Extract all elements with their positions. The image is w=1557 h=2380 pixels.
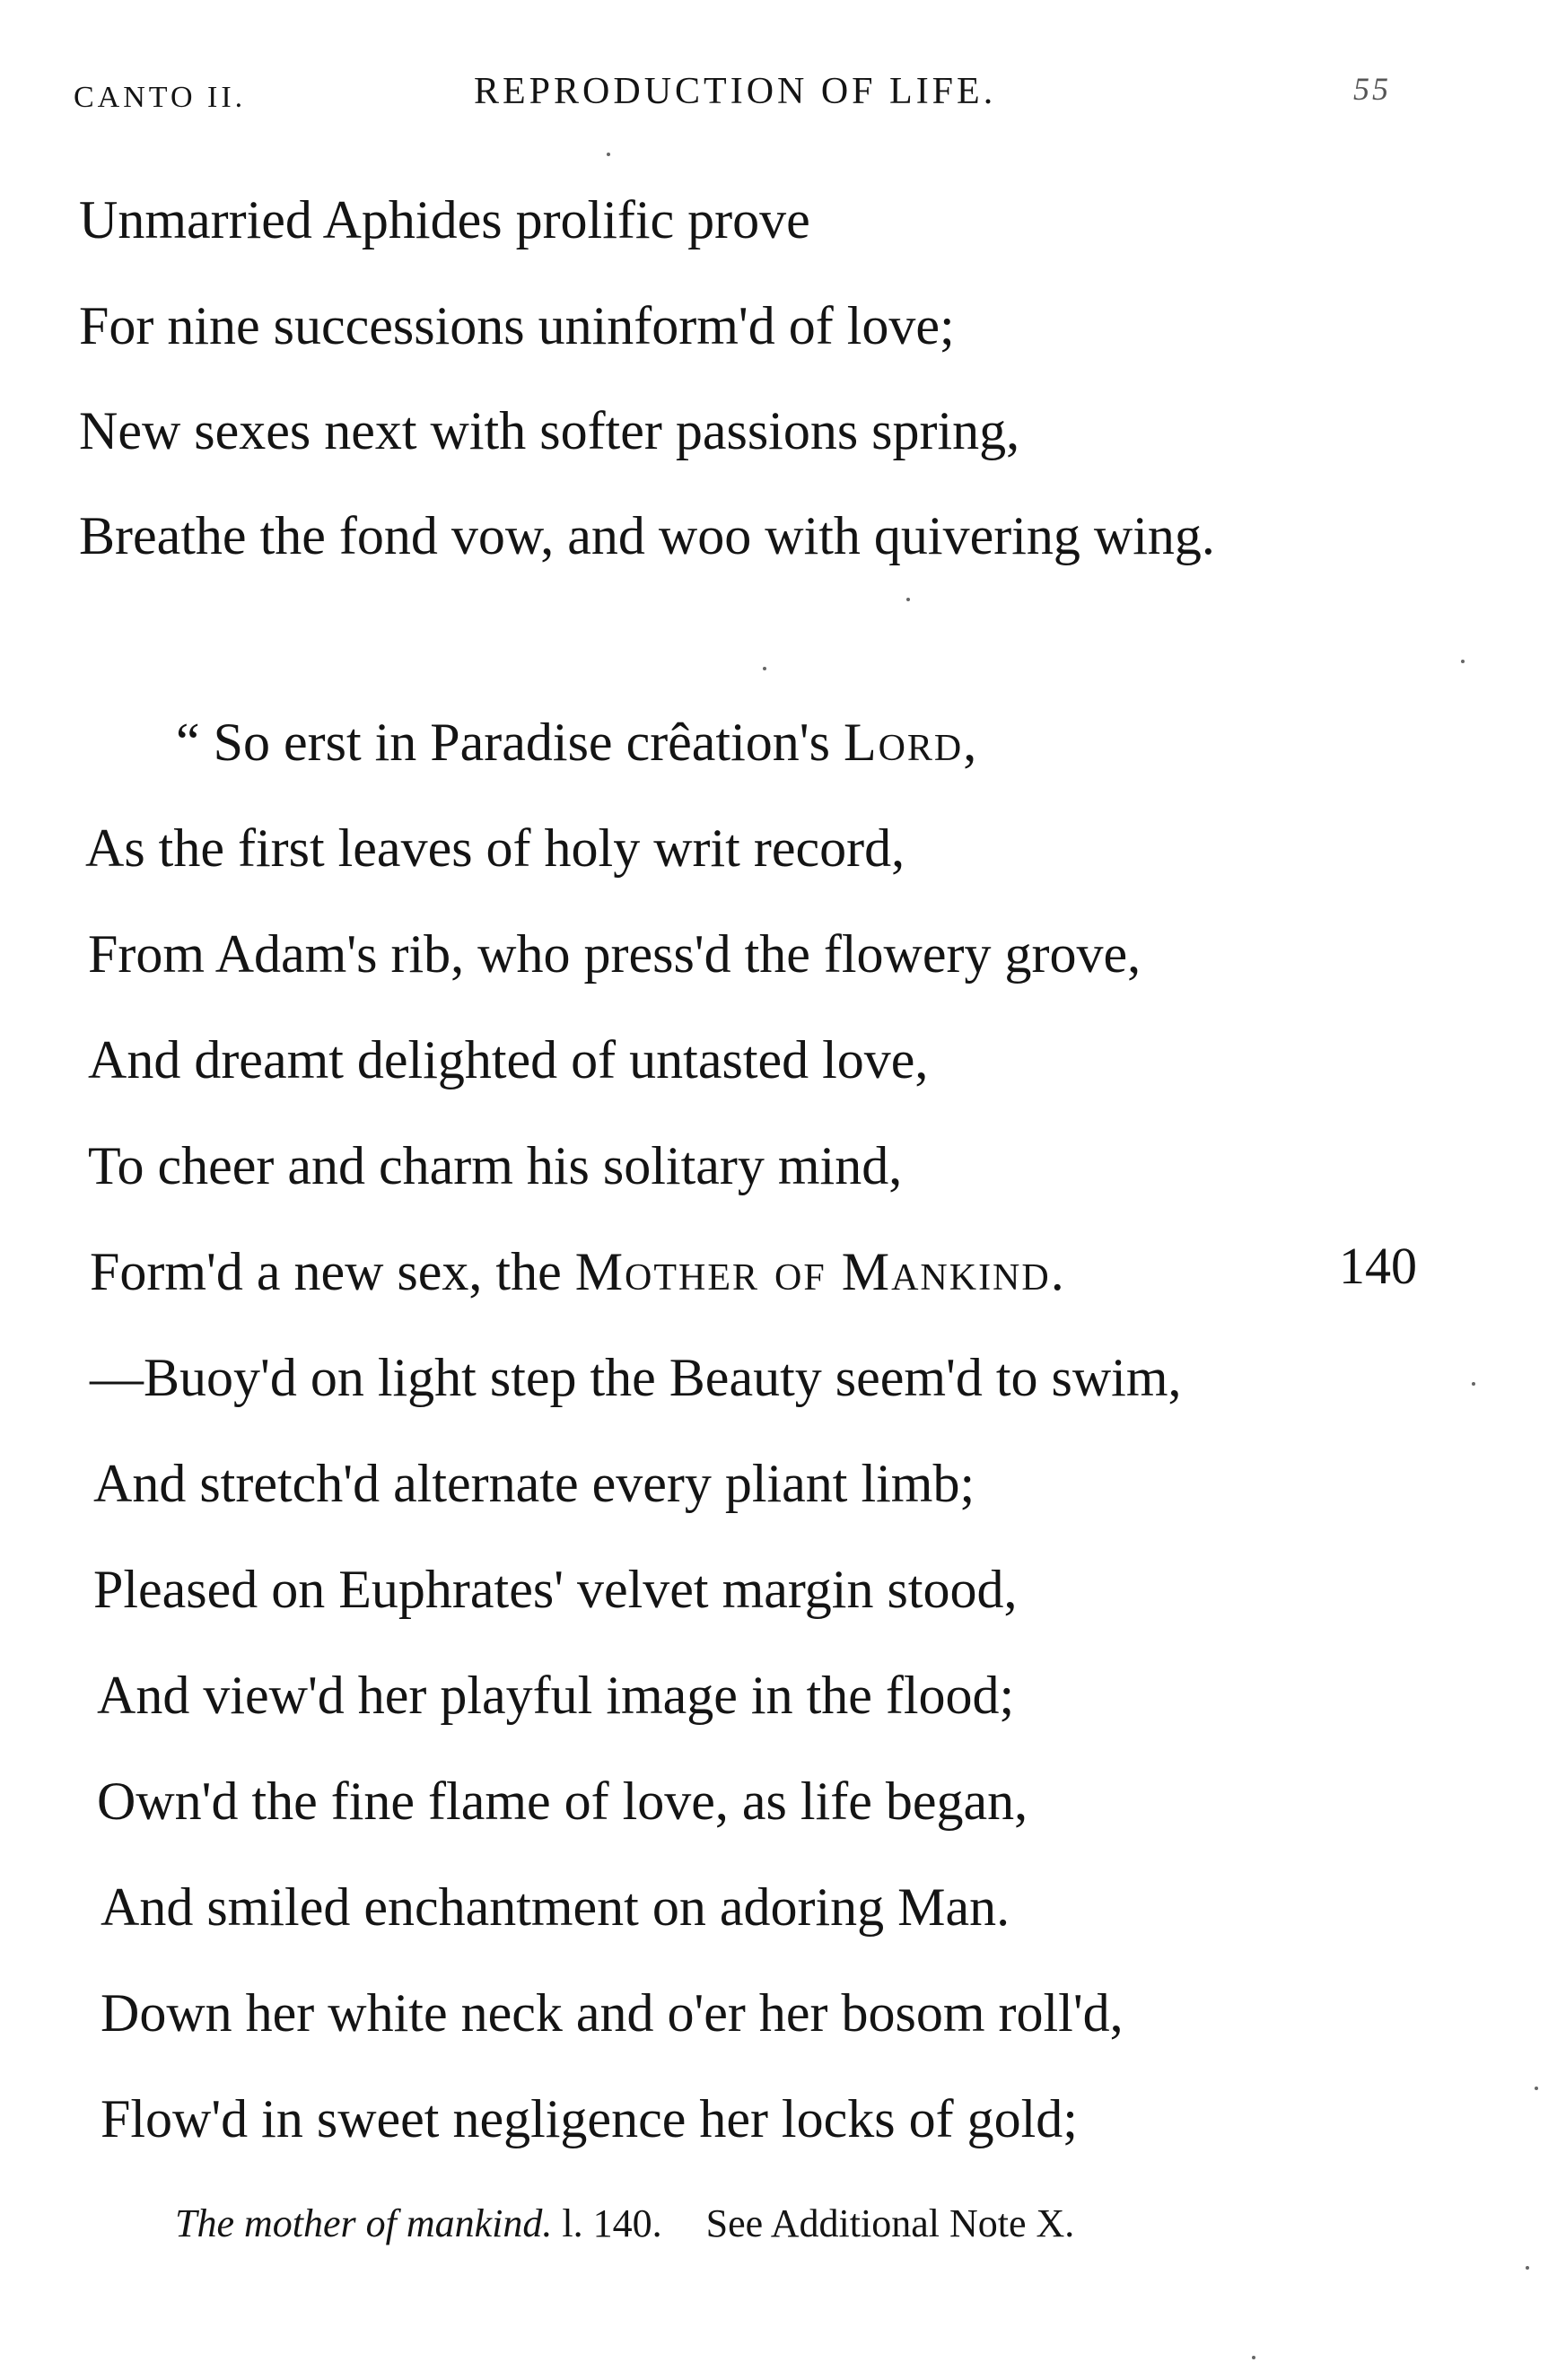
scan-speck (906, 598, 910, 601)
footnote-title: The mother of mankind. (175, 2201, 553, 2245)
verse-line: —Buoy'd on light step the Beauty seem'd to swim, (90, 1348, 1182, 1407)
running-head (0, 70, 1557, 124)
verse-line: From Adam's rib, who press'd the flowery grove, (88, 924, 1142, 984)
verse-line: New sexes next with softer passions spring, (79, 401, 1020, 460)
line-number: 140 (1339, 1237, 1417, 1295)
verse-punct: , (963, 713, 977, 772)
footnote-line-ref: l. 140. (562, 2201, 662, 2245)
verse-line-mother (90, 1242, 1064, 1301)
verse-line: Breathe the fond vow, and woo with quivering wing. (79, 506, 1215, 565)
running-title: REPRODUCTION OF LIFE. (474, 71, 997, 112)
verse-line: To cheer and charm his solitary mind, (88, 1136, 903, 1195)
verse-line: Down her white neck and o'er her bosom roll'd, (101, 1983, 1124, 2043)
footnote (175, 2201, 1074, 2246)
scan-speck (1252, 2356, 1255, 2359)
verse-line: And dreamt delighted of untasted love, (88, 1030, 929, 1089)
scan-speck (763, 667, 766, 670)
scan-speck (607, 153, 610, 156)
verse-line: Flow'd in sweet negligence her locks of gold; (101, 2089, 1078, 2148)
verse-line: Unmarried Aphides prolific prove (79, 190, 810, 249)
verse-line: Pleased on Euphrates' velvet margin stood, (93, 1560, 1018, 1619)
footnote-text: See Additional Note X. (705, 2201, 1075, 2245)
verse-line-opening (176, 713, 977, 772)
verse-punct: . (1050, 1242, 1064, 1301)
scan-speck (1535, 2087, 1538, 2090)
scan-speck (1472, 1382, 1475, 1386)
scan-speck (1526, 2266, 1529, 2270)
verse-line: As the first leaves of holy writ record, (85, 818, 905, 878)
verse-line: And view'd her playful image in the flood; (97, 1666, 1015, 1725)
verse-text: Form'd a new sex, the (90, 1242, 575, 1301)
verse-line: And stretch'd alternate every pliant limb; (93, 1454, 975, 1513)
small-caps-mother-of-mankind: Mother of Mankind (574, 1242, 1051, 1301)
page-number: 55 (1353, 71, 1391, 107)
verse-text: “ So erst in Paradise crêation's (176, 713, 844, 772)
verse-line: For nine successions uninform'd of love; (79, 296, 955, 355)
small-caps-lord: Lord (843, 713, 964, 772)
verse-line: Own'd the fine flame of love, as life began, (97, 1772, 1028, 1831)
verse-line: And smiled enchantment on adoring Man. (101, 1877, 1010, 1937)
scan-speck (1461, 660, 1465, 663)
canto-label: CANTO II. (74, 81, 247, 114)
